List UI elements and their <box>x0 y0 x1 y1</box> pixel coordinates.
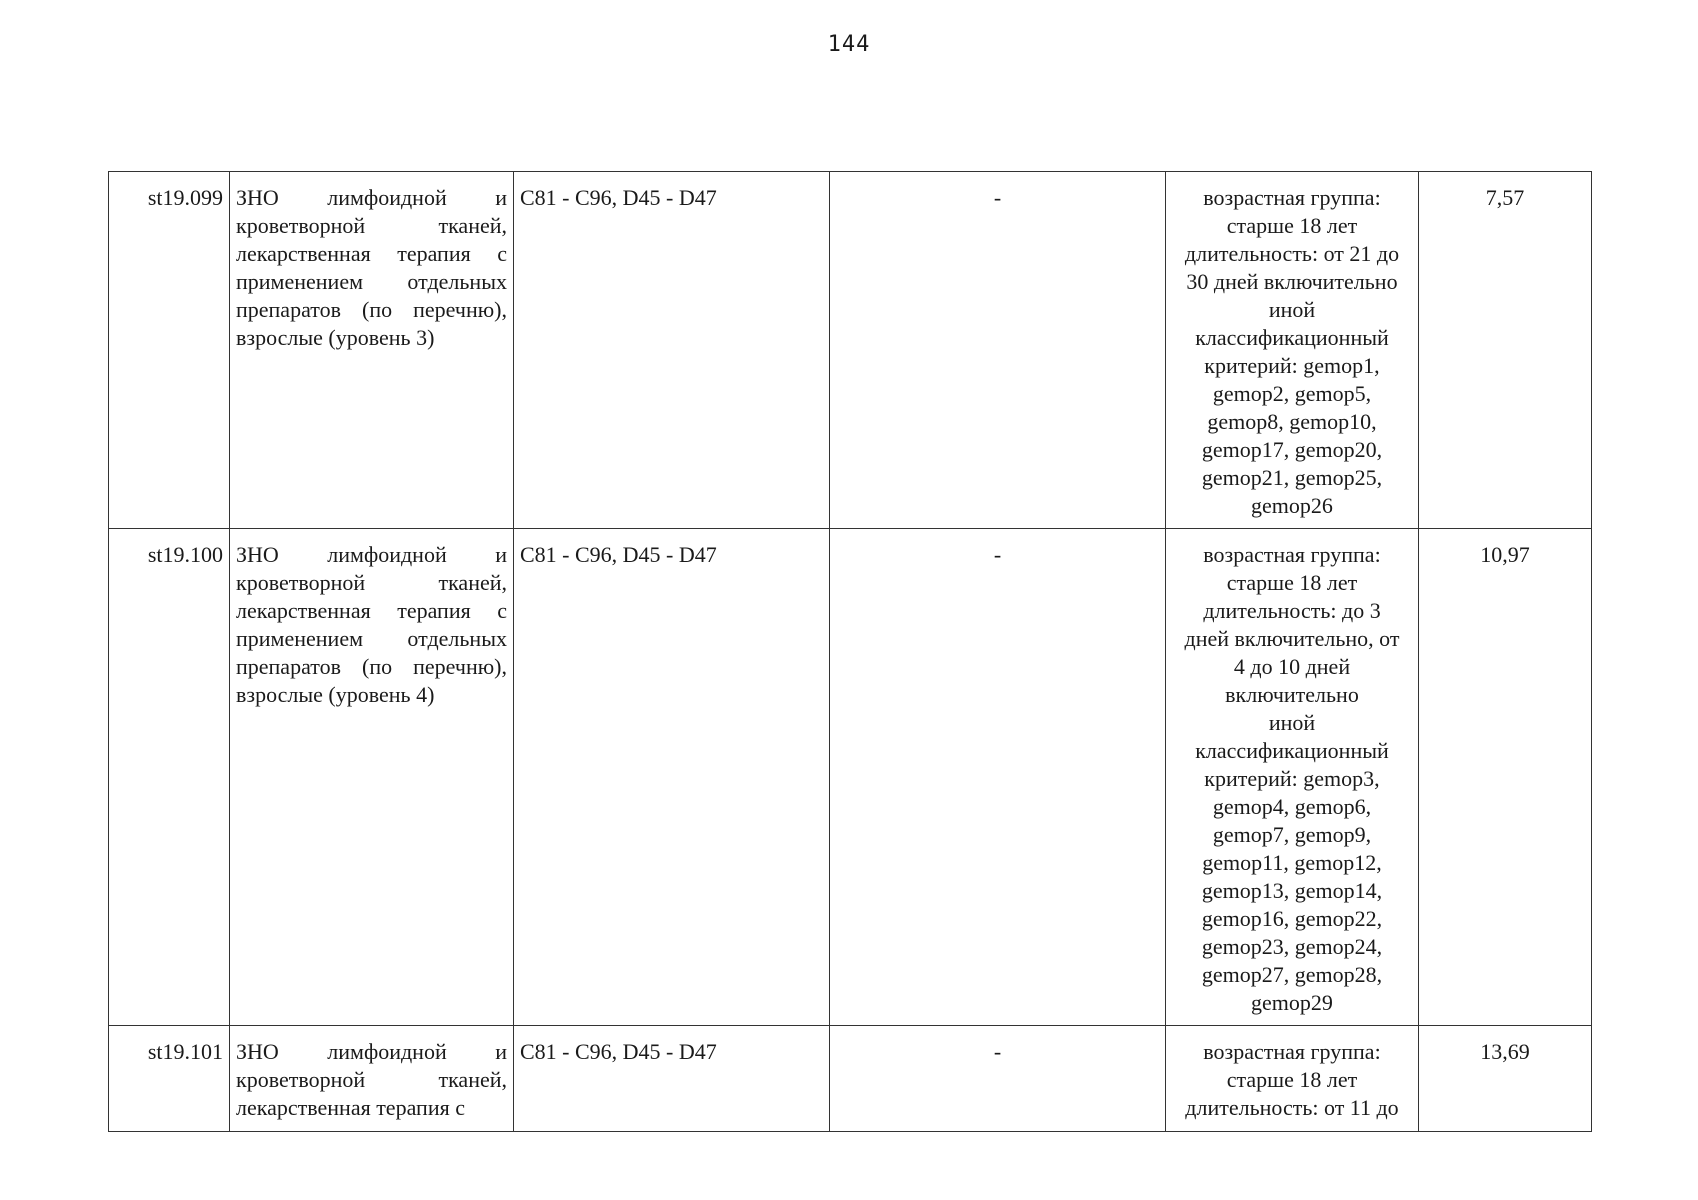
icd-codes: C81 - C96, D45 - D47 <box>514 529 830 1026</box>
coefficient: 10,97 <box>1419 529 1592 1026</box>
criteria-line: gemop26 <box>1251 493 1333 518</box>
criteria-line: иной <box>1268 710 1316 735</box>
criteria-line: длительность: от 11 до <box>1185 1095 1399 1120</box>
criteria-line: длительность: от 21 до <box>1184 241 1400 266</box>
ksg-code: st19.100 <box>109 529 230 1026</box>
criteria-line: возрастная группа: <box>1203 542 1381 567</box>
criteria-line: иной <box>1268 297 1316 322</box>
criteria-line: 4 до 10 дней <box>1233 654 1351 679</box>
criteria-line: классификационный <box>1195 738 1389 763</box>
criteria <box>1166 529 1419 1026</box>
criteria-line: gemop4, gemop6, <box>1212 794 1372 819</box>
criteria-line: возрастная группа: <box>1203 1039 1381 1064</box>
criteria-line: gemop23, gemop24, <box>1201 934 1383 959</box>
icd-codes: C81 - C96, D45 - D47 <box>514 1026 830 1132</box>
ksg-code: st19.101 <box>109 1026 230 1132</box>
criteria-line: gemop27, gemop28, <box>1201 962 1383 987</box>
coefficient: 7,57 <box>1419 172 1592 529</box>
criteria-line: возрастная группа: <box>1203 185 1381 210</box>
criteria-line: критерий: gemop1, <box>1204 353 1380 378</box>
criteria-line: gemop29 <box>1251 990 1333 1015</box>
criteria-line: старше 18 лет <box>1226 570 1358 595</box>
procedure-code: - <box>830 529 1166 1026</box>
criteria-line: gemop17, gemop20, <box>1201 437 1383 462</box>
procedure-code: - <box>830 172 1166 529</box>
criteria-line: gemop13, gemop14, <box>1201 878 1383 903</box>
ksg-code: st19.099 <box>109 172 230 529</box>
criteria-line: gemop8, gemop10, <box>1207 409 1377 434</box>
ksg-name: ЗНО лимфоидной и кроветворной тканей, лекарственная терапия с применением отдельных препаратов (по перечню), взрослые (уровень 3) <box>230 172 514 529</box>
procedure-code: - <box>830 1026 1166 1132</box>
ksg-name: ЗНО лимфоидной и кроветворной тканей, лекарственная терапия с <box>230 1026 514 1132</box>
table-row <box>109 172 1592 529</box>
criteria-line: критерий: gemop3, <box>1204 766 1380 791</box>
tariff-table <box>108 171 1592 1132</box>
criteria-line: дней включительно, от <box>1184 626 1400 651</box>
criteria-line: классификационный <box>1195 325 1389 350</box>
criteria-line: старше 18 лет <box>1226 1067 1358 1092</box>
table-row <box>109 1026 1592 1132</box>
criteria-line: старше 18 лет <box>1226 213 1358 238</box>
criteria-line: gemop21, gemop25, <box>1201 465 1383 490</box>
criteria-line: включительно <box>1225 682 1359 707</box>
criteria <box>1166 172 1419 529</box>
criteria <box>1166 1026 1419 1132</box>
criteria-line: gemop2, gemop5, <box>1212 381 1372 406</box>
criteria-line: gemop7, gemop9, <box>1212 822 1372 847</box>
ksg-name: ЗНО лимфоидной и кроветворной тканей, лекарственная терапия с применением отдельных препаратов (по перечню), взрослые (уровень 4) <box>230 529 514 1026</box>
criteria-line: gemop16, gemop22, <box>1201 906 1383 931</box>
criteria-line: gemop11, gemop12, <box>1202 850 1382 875</box>
criteria-line: 30 дней включительно <box>1186 269 1398 294</box>
table-row <box>109 529 1592 1026</box>
coefficient: 13,69 <box>1419 1026 1592 1132</box>
icd-codes: C81 - C96, D45 - D47 <box>514 172 830 529</box>
criteria-line: длительность: до 3 <box>1203 598 1381 623</box>
page-number: 144 <box>827 32 871 57</box>
